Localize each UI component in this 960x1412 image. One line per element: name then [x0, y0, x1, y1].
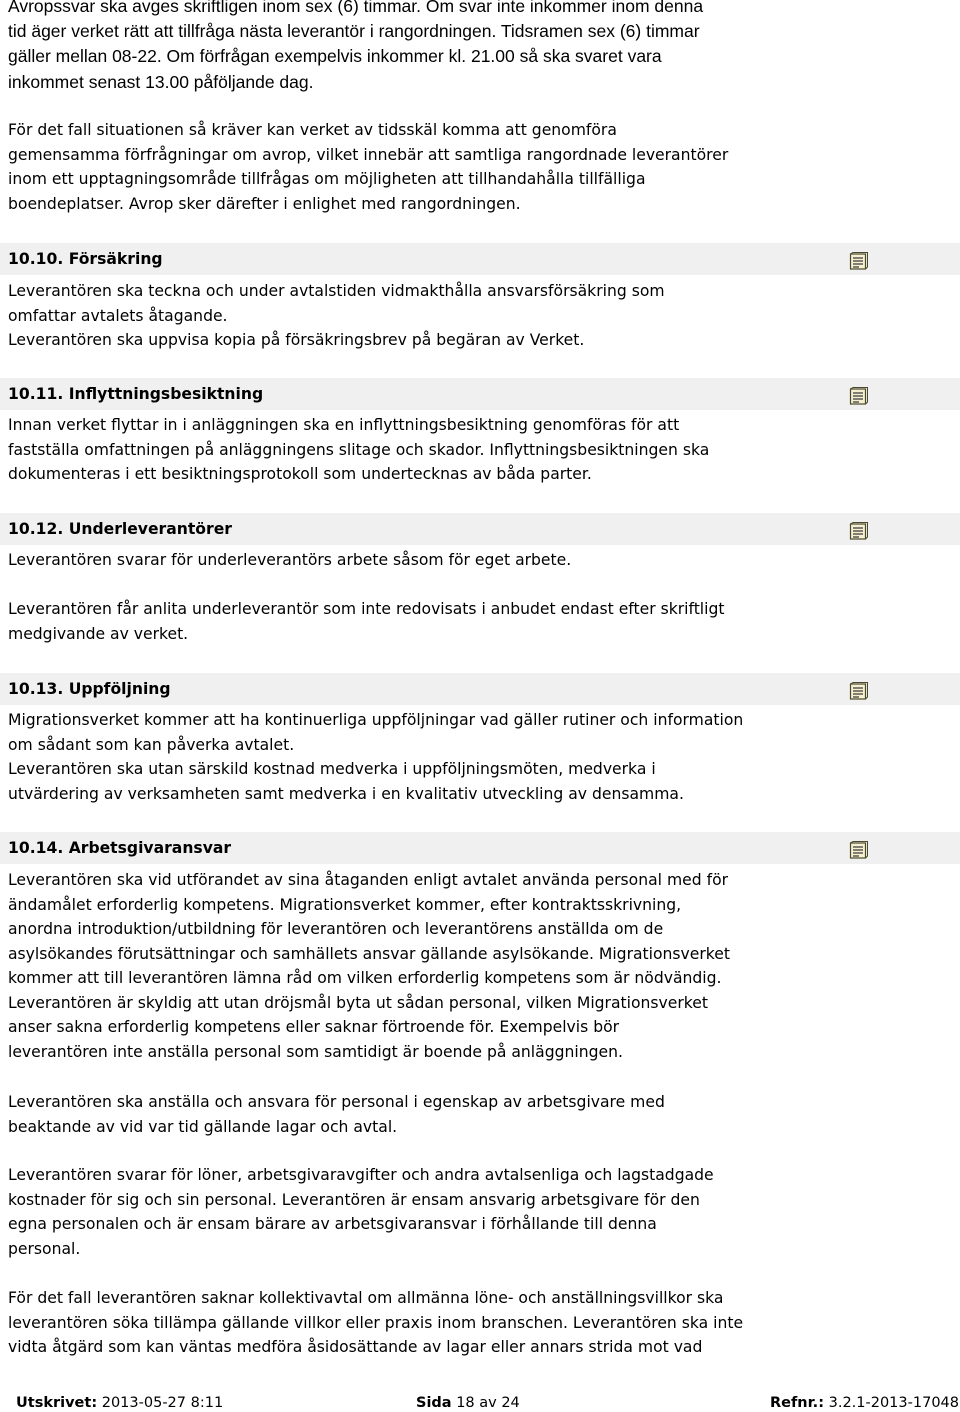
section-header-inflyttningsbesiktning [0, 378, 960, 410]
text-line: Leverantören ska utan särskild kostnad medverka i uppföljningsmöten, medverka i [8, 760, 656, 778]
text-line: kostnader för sig och sin personal. Leverantören är ensam ansvarig arbetsgivare för den [8, 1190, 700, 1209]
text-line: kommer att till leverantören lämna råd om vilken erforderlig kompetens som är nödvändig. [8, 969, 722, 987]
note-icon[interactable] [849, 252, 869, 272]
preamble-line: För det fall situationen så kräver kan verket av tidsskäl komma att genomföra [8, 121, 617, 139]
section-paragraph [8, 413, 808, 487]
section-paragraph [8, 708, 808, 806]
section-header-underleverantorer [0, 513, 960, 545]
section-header-uppfoljning [0, 673, 960, 705]
text-line: omfattar avtalets åtagande. [8, 306, 228, 325]
text-line: dokumenteras i ett besiktningsprotokoll som undertecknas av båda parter. [8, 465, 592, 483]
text-line: Leverantören är skyldig att utan dröjsmål byta ut sådan personal, vilken Migrationsverket [8, 993, 708, 1012]
page-footer [0, 1394, 960, 1412]
text-line: medgivande av verket. [8, 624, 189, 643]
section-title: Inflyttningsbesiktning [68, 385, 264, 403]
section-header-forsakring [0, 243, 960, 275]
preamble-line: boendeplatser. Avrop sker därefter i enlighet med rangordningen. [8, 194, 521, 213]
text-line: beaktande av vid var tid gällande lagar och avtal. [8, 1117, 398, 1136]
text-line: För det fall leverantören saknar kollektivavtal om allmänna löne- och anställningsvillkor ska [8, 1289, 724, 1307]
footer-page-value: 18 av 24 [456, 1395, 520, 1411]
preamble-line: gemensamma förfrågningar om avrop, vilket innebär att samtliga rangordnade leverantörer [8, 145, 729, 164]
intro-line: tid äger verket rätt att tillfråga nästa leverantör i rangordningen. Tidsramen sex (6) timmar [8, 21, 700, 42]
footer-printed [16, 1394, 223, 1412]
text-line: Leverantören svarar för underleverantörs arbete såsom för eget arbete. [8, 551, 572, 569]
text-line: Leverantören svarar för löner, arbetsgivaravgifter och andra avtalsenliga och lagstadgade [8, 1166, 714, 1184]
note-icon[interactable] [849, 387, 869, 407]
text-line: Leverantören ska uppvisa kopia på försäkringsbrev på begäran av Verket. [8, 331, 585, 349]
section-number: 10.11. [8, 385, 64, 403]
section-paragraph [8, 279, 808, 353]
intro-line: inkommet senast 13.00 påföljande dag. [8, 71, 314, 92]
note-icon[interactable] [849, 522, 869, 542]
footer-page [416, 1394, 520, 1412]
text-line: anser sakna erforderlig kompetens eller saknar förtroende för. Exempelvis bör [8, 1018, 620, 1036]
text-line: egna personalen och är ensam bärare av arbetsgivaransvar i förhållande till denna [8, 1215, 657, 1233]
section-paragraph [8, 868, 808, 1064]
section-number: 10.10. [8, 250, 64, 268]
text-line: Leverantören ska anställa och ansvara för personal i egenskap av arbetsgivare med [8, 1093, 665, 1111]
section-title: Underleverantörer [68, 520, 232, 538]
section-paragraph [8, 548, 808, 573]
text-line: Migrationsverket kommer att ha kontinuerliga uppföljningar vad gäller rutiner och information [8, 711, 744, 729]
section-number: 10.14. [8, 839, 64, 857]
text-line: Innan verket flyttar in i anläggningen ska en inflyttningsbesiktning genomföras för att [8, 416, 680, 434]
section-heading [8, 384, 263, 404]
footer-ref-value: 3.2.1-2013-17048 [828, 1395, 959, 1411]
text-line: Leverantören får anlita underleverantör som inte redovisats i anbudet endast efter skriftligt [8, 600, 725, 618]
footer-ref-label: Refnr.: [769, 1395, 824, 1411]
note-icon[interactable] [849, 841, 869, 861]
section-title: Uppföljning [68, 680, 171, 698]
text-line: asylsökandes förutsättningar och samhällets ansvar gällande asylsökande. Migrationsverket [8, 944, 730, 963]
text-line: anordna introduktion/utbildning för leverantören och leverantörens anställda om de [8, 920, 664, 938]
section-paragraph [8, 597, 808, 646]
preamble-line: inom ett upptagningsområde tillfrågas om möjligheten att tillhandahålla tillfälliga [8, 170, 646, 188]
footer-page-label: Sida [416, 1395, 452, 1411]
section-title: Arbetsgivaransvar [68, 839, 232, 857]
section-heading [8, 519, 232, 539]
text-line: vidta åtgärd som kan väntas medföra åsidosättande av lagar eller annars strida mot vad [8, 1338, 703, 1356]
text-line: leverantören inte anställa personal som samtidigt är boende på anläggningen. [8, 1042, 623, 1061]
text-line: Leverantören ska vid utförandet av sina åtaganden enligt avtalet använda personal med för [8, 871, 729, 889]
text-line: personal. [8, 1239, 81, 1258]
section-heading [8, 838, 231, 858]
section-paragraph [8, 1163, 808, 1261]
section-heading [8, 679, 171, 699]
footer-ref [770, 1394, 959, 1412]
text-line: Leverantören ska teckna och under avtalstiden vidmakthålla ansvarsförsäkring som [8, 282, 665, 300]
section-title: Försäkring [68, 250, 163, 268]
section-paragraph [8, 1090, 808, 1139]
text-line: om sådant som kan påverka avtalet. [8, 735, 295, 754]
intro-line: Avropssvar ska avges skriftligen inom sex (6) timmar. Om svar inte inkommer inom denna [8, 0, 704, 16]
intro-line: gäller mellan 08-22. Om förfrågan exempelvis inkommer kl. 21.00 så ska svaret vara [8, 46, 662, 67]
section-paragraph [8, 1286, 808, 1360]
text-line: utvärdering av verksamheten samt medverka i en kvalitativ utveckling av densamma. [8, 784, 684, 803]
intro-paragraph [8, 0, 798, 95]
section-header-arbetsgivaransvar [0, 832, 960, 864]
section-number: 10.12. [8, 520, 64, 538]
text-line: leverantören söka tillämpa gällande villkor eller praxis inom branschen. Leverantören ska inte [8, 1313, 744, 1332]
preamble-paragraph [8, 118, 808, 216]
section-number: 10.13. [8, 680, 64, 698]
section-heading [8, 249, 163, 269]
note-icon[interactable] [849, 682, 869, 702]
footer-printed-value: 2013-05-27 8:11 [101, 1395, 224, 1411]
footer-printed-label: Utskrivet: [16, 1395, 98, 1411]
text-line: ändamålet erforderlig kompetens. Migrationsverket kommer, efter kontraktsskrivning, [8, 895, 682, 914]
text-line: fastställa omfattningen på anläggningens slitage och skador. Inflyttningsbesiktningen ska [8, 440, 710, 459]
